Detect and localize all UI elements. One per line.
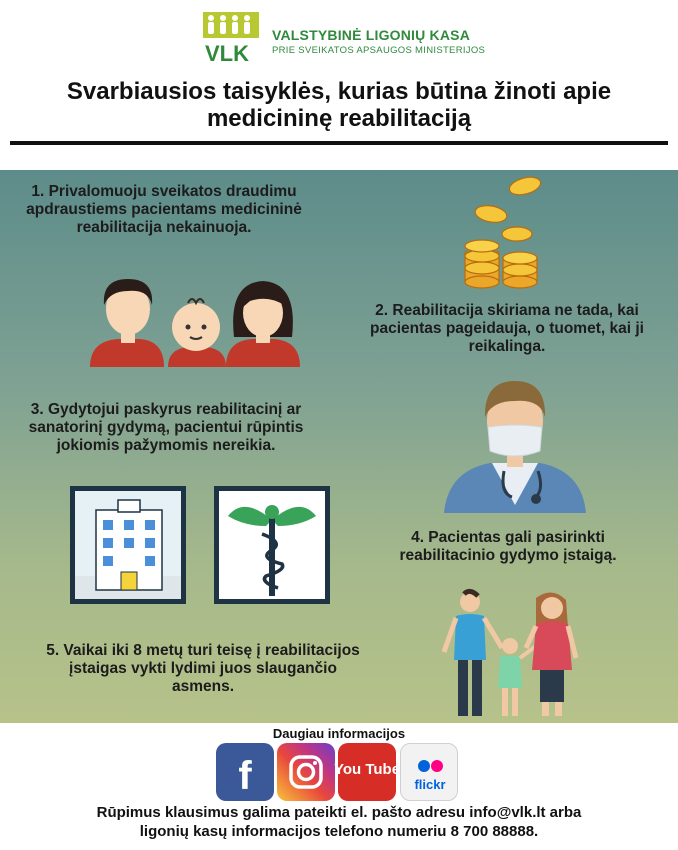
instagram-icon[interactable] [277, 743, 335, 801]
rule-1: 1. Privalomuoju sveikatos draudimu apdraustiems pacientams medicininė reabilitacija nekainuoja. [26, 183, 302, 236]
rule-2: 2. Reabilitacija skiriama ne tada, kai pacientas pageidauja, o tuomet, kai ji reikalinga. [370, 302, 644, 355]
org-name: VALSTYBINĖ LIGONIŲ KASA [272, 27, 471, 43]
title-divider [10, 141, 668, 145]
doctor-icon [440, 375, 590, 513]
youtube-label: You Tube [333, 761, 401, 778]
hospital-icon [70, 486, 186, 604]
rule-3: 3. Gydytojui paskyrus reabilitacinį ar sanatorinį gydymą, pacientui rūpintis jokiomis pažymomis nereikia. [28, 401, 304, 454]
coins-icon [455, 172, 555, 292]
more-info-label: Daugiau informacijos [272, 726, 406, 741]
facebook-label: f [238, 754, 252, 798]
family-faces-icon [88, 275, 303, 367]
youtube-icon[interactable] [333, 743, 401, 801]
vlk-logo [203, 12, 259, 64]
rule-4: 4. Pacientas gali pasirinkti reabilitacinio gydymo įstaigą. [399, 529, 617, 564]
title-line-1: Svarbiausios taisyklės, kurias būtina žinoti apie [66, 78, 612, 105]
family-walking-icon [440, 588, 580, 723]
title-line-2: medicininę reabilitaciją [206, 105, 472, 132]
org-subtitle: PRIE SVEIKATOS APSAUGOS MINISTERIJOS [272, 45, 486, 56]
footer [0, 723, 678, 850]
header [0, 0, 678, 170]
rule-5: 5. Vaikai iki 8 metų turi teisę į reabilitacijos įstaigas vykti lydimi juos slaugančio asmens. [46, 642, 360, 695]
page-title [0, 78, 678, 132]
logo-text: VLK [205, 41, 249, 66]
facebook-icon[interactable] [216, 743, 274, 801]
rules-panel [0, 170, 678, 723]
caduceus-icon [214, 486, 330, 604]
flickr-label: flickr [414, 777, 446, 792]
contact-line-1: Rūpimus klausimus galima pateikti el. pašto adresu info@vlk.lt arba [96, 804, 582, 821]
flickr-icon[interactable] [400, 743, 458, 801]
contact-text [0, 803, 678, 841]
contact-line-2: ligonių kasų informacijos telefono numeriu 8 700 88888. [139, 823, 539, 840]
